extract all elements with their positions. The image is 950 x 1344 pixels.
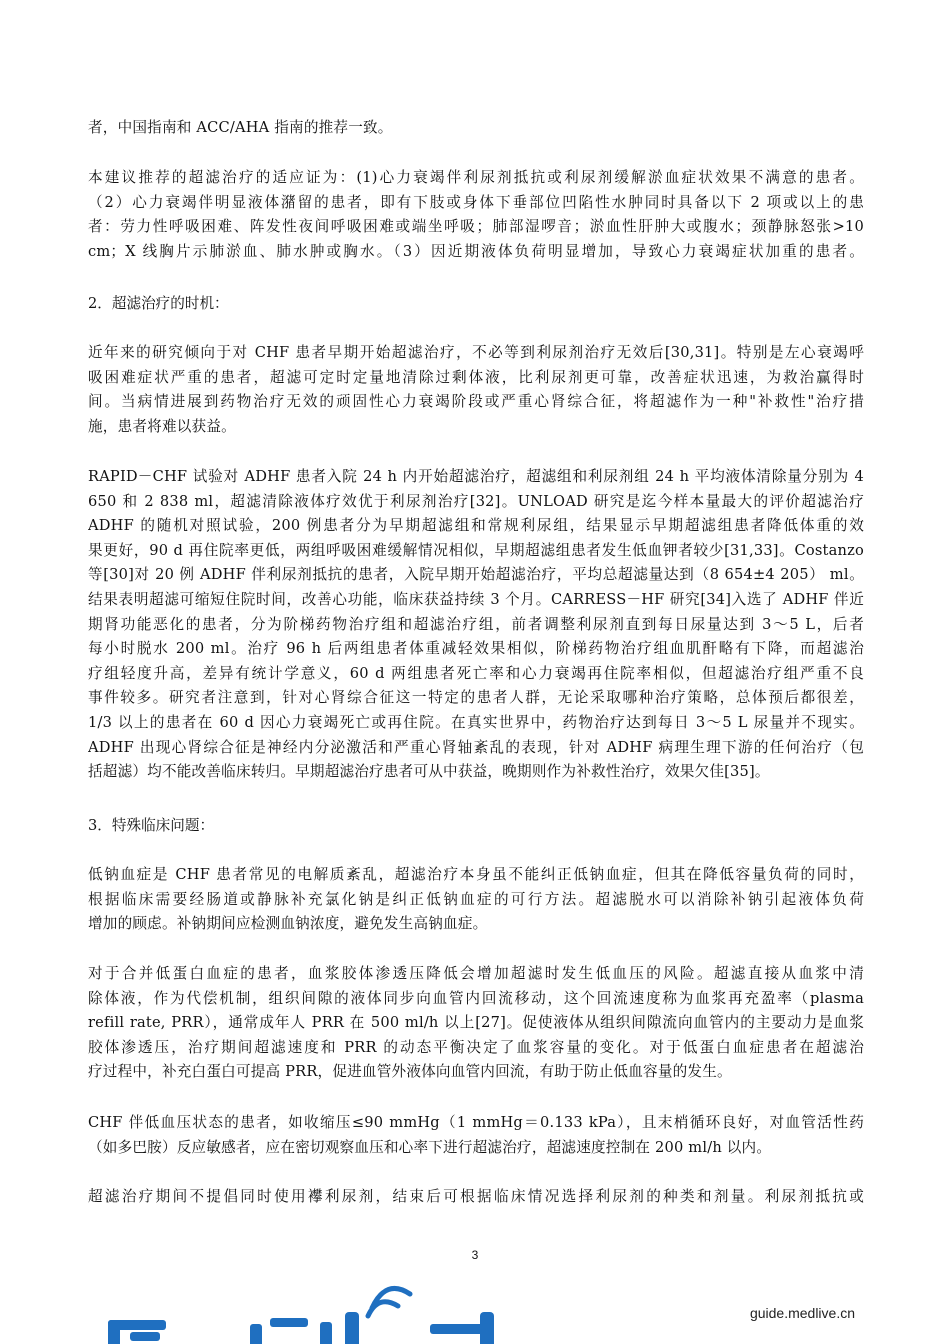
medlive-logo [100, 1282, 530, 1344]
text-line: 除体液，作为代偿机制，组织间隙的液体同步向血管内回流移动，这个回流速度称为血浆再充盈率（plasma [88, 989, 864, 1007]
text-line: 650 和 2 838 ml，超滤清除液体疗效优于利尿剂治疗[32]。UNLOAD 研究是迄今样本量最大的评价超滤治疗 [88, 492, 864, 510]
footer-url[interactable]: guide.medlive.cn [749, 1305, 855, 1321]
paragraph-intro-continuation [88, 116, 864, 141]
text-line: （如多巴胺）反应敏感者，应在密切观察血压和心率下进行超滤治疗，超滤速度控制在 200 ml/h 以内。 [88, 1138, 772, 1156]
paragraph-timing [88, 341, 864, 439]
text-line: 等[30]对 20 例 ADHF 伴利尿剂抵抗的患者，入院早期开始超滤治疗，平均总超滤量达到（8 654±4 205） ml。 [88, 566, 864, 584]
paragraph-hypotension [88, 1111, 864, 1160]
text-line: （2）心力衰竭伴明显液体潴留的患者，即有下肢或身体下垂部位凹陷性水肿同时具备以下 2 项或以上的患 [88, 193, 864, 211]
text-line: 事件较多。研究者注意到，针对心肾综合征这一特定的患者人群，无论采取哪种治疗策略，总体预后都很差， [88, 689, 864, 707]
text-line: 结果表明超滤可缩短住院时间，改善心功能，临床获益持续 3 个月。CARRESS－HF 研究[34]入选了 ADHF 伴近 [88, 590, 864, 608]
paragraph-hypoalbuminemia [88, 962, 864, 1085]
text-line: RAPID－CHF 试验对 ADHF 患者入院 24 h 内开始超滤治疗，超滤组和利尿剂组 24 h 平均液体清除量分别为 4 [88, 468, 864, 485]
text-line: refill rate, PRR），通常成年人 PRR 在 500 ml/h 以上[27]。促使液体从组织间隙流向血管内的主要动力是血浆 [88, 1014, 864, 1032]
text-line: 本建议推荐的超滤治疗的适应证为：(1)心力衰竭伴利尿剂抵抗或利尿剂缓解淤血症状效果不满意的患者。 [88, 169, 864, 186]
paragraph-indications [88, 166, 864, 264]
text-line: 每小时脱水 200 ml。治疗 96 h 后两组患者体重减轻效果相似，阶梯药物治疗组血肌酐略有下降，而超滤治 [88, 640, 864, 658]
text-line: 者：劳力性呼吸困难、阵发性夜间呼吸困难或端坐呼吸；肺部湿啰音；淤血性肝肿大或腹水；颈静脉怒张>10 [88, 218, 864, 236]
text-line: 根据临床需要经肠道或静脉补充氯化钠是纠正低钠血症的可行方法。超滤脱水可以消除补钠引起液体负荷 [88, 890, 864, 908]
text-line: 疗组轻度升高，差异有统计学意义，60 d 两组患者死亡率和心力衰竭再住院率相似，但超滤治疗组严重不良 [88, 664, 864, 682]
text-line: 果更好，90 d 再住院率更低，两组呼吸困难缓解情况相似，早期超滤组患者发生低血钾者较少[31,33]。Costanzo [88, 541, 864, 559]
section-heading-special-issues: 3．特殊临床问题： [88, 817, 215, 834]
text-line: cm；X 线胸片示肺淤血、肺水肿或胸水。（3）因近期液体负荷明显增加，导致心力衰竭症状加重的患者。 [88, 242, 864, 260]
text-line: 疗过程中，补充白蛋白可提高 PRR，促进血管外液体向血管内回流，有助于防止低血容量的发生。 [88, 1063, 732, 1081]
text-line: ADHF 出现心肾综合征是神经内分泌激活和严重心肾轴紊乱的表现，针对 ADHF 病理生理下游的任何治疗（包 [88, 738, 864, 756]
text-line: CHF 伴低血压状态的患者，如收缩压≤90 mmHg（1 mmHg＝0.133 kPa），且末梢循环良好，对血管活性药 [88, 1114, 864, 1131]
text-line: ADHF 的随机对照试验，200 例患者分为早期超滤组和常规利尿组，结果显示早期超滤组患者降低体重的效 [88, 517, 864, 535]
text-line: 胶体渗透压，治疗期间超滤速度和 PRR 的动态平衡决定了血浆容量的变化。对于低蛋白血症患者在超滤治 [88, 1038, 864, 1056]
text-line: 吸困难症状严重的患者，超滤可定时定量地清除过剩体液，比利尿剂更可靠，改善症状迅速，为救治赢得时 [88, 368, 864, 386]
text-line: 间。当病情进展到药物治疗无效的顽固性心力衰竭阶段或严重心肾综合征，将超滤作为一种"补救性"治疗措 [88, 393, 864, 411]
page-number: 3 [471, 1248, 479, 1262]
paragraph-hyponatremia [88, 863, 864, 937]
section-heading-timing: 2．超滤治疗的时机： [88, 295, 229, 312]
text-line: 期肾功能恶化的患者，分为阶梯药物治疗组和超滤治疗组，前者调整利尿剂直到每日尿量达到 3～5 L，后者 [88, 615, 864, 633]
text-line: 低钠血症是 CHF 患者常见的电解质紊乱，超滤治疗本身虽不能纠正低钠血症，但其在降低容量负荷的同时， [88, 866, 864, 883]
paragraph-trials [88, 465, 864, 785]
text-line: 括超滤）均不能改善临床转归。早期超滤治疗患者可从中获益，晚期则作为补救性治疗，效果欠佳[35]。 [88, 763, 770, 781]
text-line: 增加的顾虑。补钠期间应检测血钠浓度，避免发生高钠血症。 [88, 915, 488, 933]
text-line: 超滤治疗期间不提倡同时使用襻利尿剂，结束后可根据临床情况选择利尿剂的种类和剂量。利尿剂抵抗或 [88, 1188, 864, 1205]
text-line: 者，中国指南和 ACC/AHA 指南的推荐一致。 [88, 119, 393, 136]
paragraph-diuretics [88, 1185, 864, 1210]
text-line: 对于合并低蛋白血症的患者，血浆胶体渗透压降低会增加超滤时发生低血压的风险。超滤直接从血浆中清 [88, 965, 864, 982]
text-line: 1/3 以上的患者在 60 d 因心力衰竭死亡或再住院。在真实世界中，药物治疗达到每日 3～5 L 尿量并不现实。 [88, 713, 864, 731]
text-line: 施，患者将难以获益。 [88, 417, 236, 435]
text-line: 近年来的研究倾向于对 CHF 患者早期开始超滤治疗，不必等到利尿剂治疗无效后[30,31]。特别是左心衰竭呼 [88, 344, 864, 361]
